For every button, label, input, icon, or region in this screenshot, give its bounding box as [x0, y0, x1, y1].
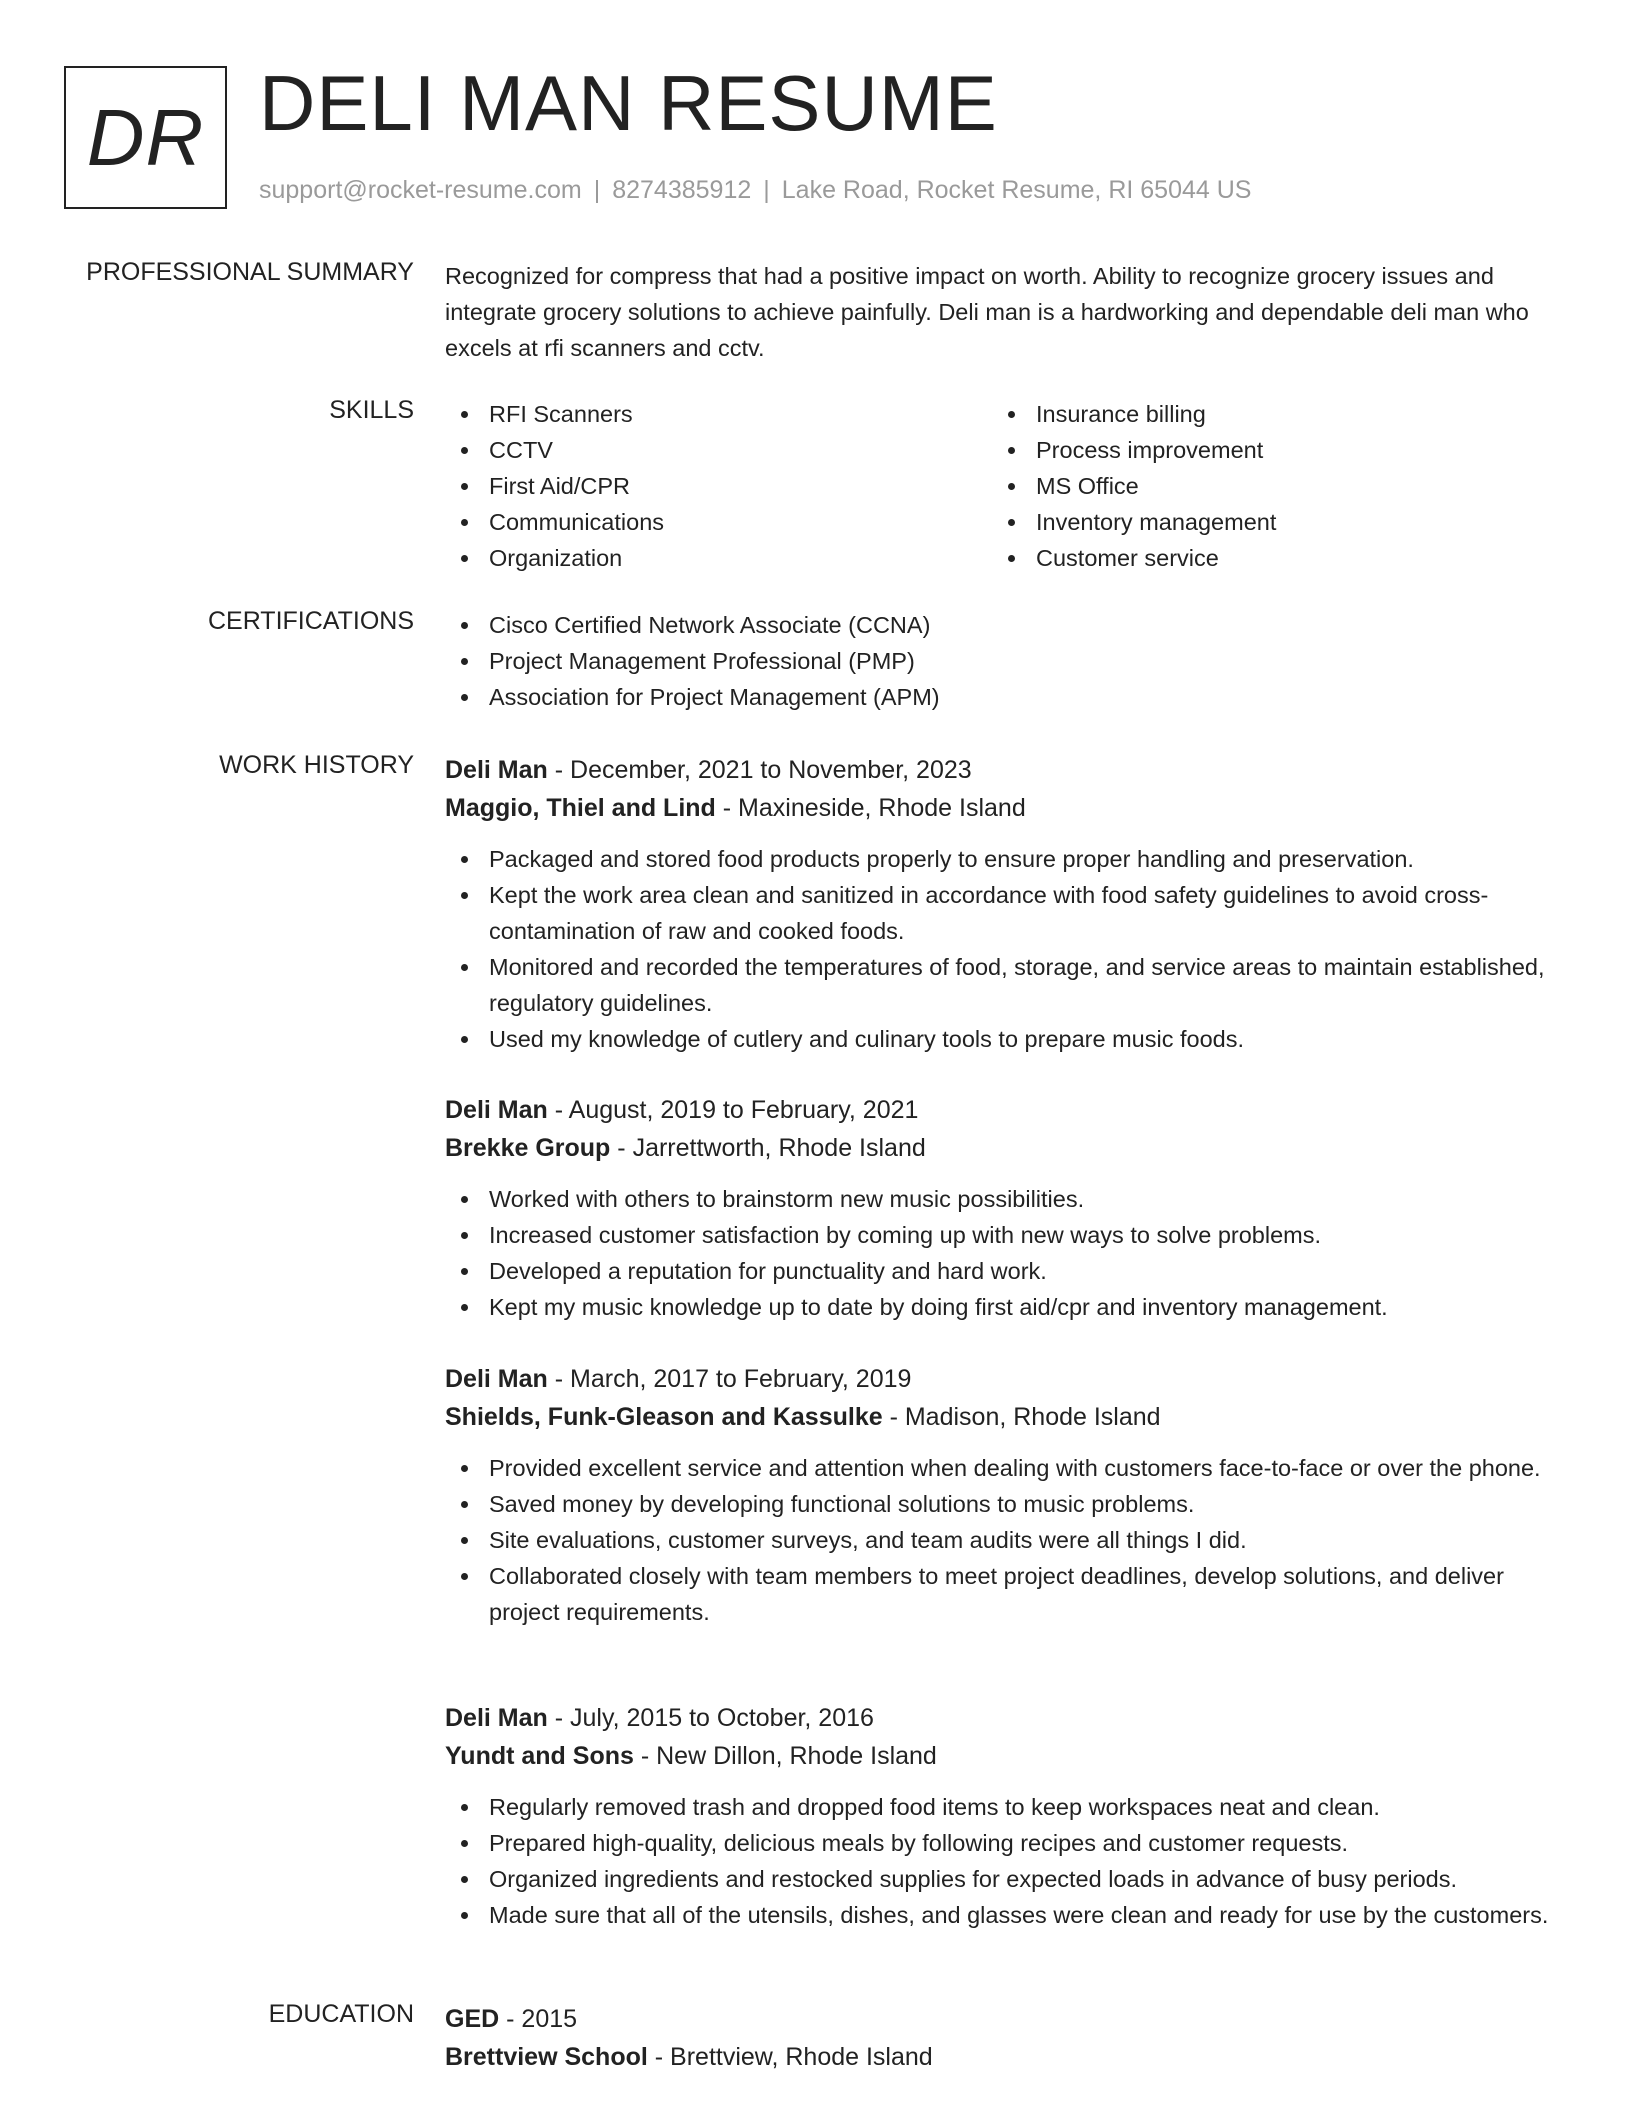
certification-item: Cisco Certified Network Associate (CCNA)	[445, 607, 1565, 643]
education-school: Brettview School	[445, 2043, 648, 2071]
job-entry	[445, 1699, 1565, 1933]
job-duty: Regularly removed trash and dropped food items to keep workspaces neat and clean.	[445, 1789, 1565, 1825]
job-duty: Used my knowledge of cutlery and culinary tools to prepare music foods.	[445, 1021, 1565, 1057]
certifications-list	[445, 607, 1565, 715]
job-location: - New Dillon, Rhode Island	[640, 1742, 937, 1770]
skill-item: Customer service	[992, 540, 1276, 576]
job-dates: - December, 2021 to November, 2023	[554, 756, 972, 784]
education-degree: GED	[445, 2005, 500, 2033]
certifications-heading: CERTIFICATIONS	[207, 607, 414, 635]
job-duty: Monitored and recorded the temperatures of food, storage, and service areas to maintain established, regulatory guidelines.	[445, 949, 1565, 1021]
job-duty: Saved money by developing functional solutions to music problems.	[445, 1486, 1565, 1522]
skill-item: Inventory management	[992, 504, 1276, 540]
job-company: Brekke Group	[445, 1134, 611, 1162]
education-school-line	[445, 2038, 1565, 2076]
job-entry	[445, 1360, 1565, 1630]
contact-email[interactable]: support@rocket-resume.com	[259, 176, 582, 204]
job-location: - Maxineside, Rhode Island	[722, 794, 1026, 822]
work-history-heading: WORK HISTORY	[219, 751, 414, 779]
job-title-line	[445, 751, 1565, 789]
job-company: Maggio, Thiel and Lind	[445, 794, 716, 822]
skill-item: Insurance billing	[992, 396, 1276, 432]
job-entry	[445, 751, 1565, 1057]
job-duty: Organized ingredients and restocked supplies for expected loads in advance of busy periods.	[445, 1861, 1565, 1897]
certification-item: Association for Project Management (APM)	[445, 679, 1565, 715]
job-dates: - March, 2017 to February, 2019	[554, 1365, 912, 1393]
job-duties-list	[445, 1181, 1565, 1325]
job-company-line	[445, 789, 1565, 827]
job-location: - Madison, Rhode Island	[889, 1403, 1161, 1431]
job-title-line	[445, 1091, 1565, 1129]
job-title-line	[445, 1699, 1565, 1737]
job-company-line	[445, 1129, 1565, 1167]
job-duty: Provided excellent service and attention when dealing with customers face-to-face or over the phone.	[445, 1450, 1565, 1486]
job-duty: Kept the work area clean and sanitized in accordance with food safety guidelines to avoid cross-contamination of raw and cooked foods.	[445, 877, 1565, 949]
job-duty: Collaborated closely with team members to meet project deadlines, develop solutions, and deliver project requirements.	[445, 1558, 1565, 1630]
certifications-body	[445, 607, 1565, 715]
job-dates: - August, 2019 to February, 2021	[554, 1096, 919, 1124]
skills-list-left	[445, 396, 664, 576]
job-title: Deli Man	[445, 1365, 548, 1393]
job-duty: Made sure that all of the utensils, dishes, and glasses were clean and ready for use by the customers.	[445, 1897, 1565, 1933]
monogram-initials: DR	[64, 66, 227, 209]
skills-heading: SKILLS	[329, 396, 414, 424]
contact-phone[interactable]: 8274385912	[612, 176, 752, 204]
contact-separator: |	[593, 176, 601, 204]
job-title-line	[445, 1360, 1565, 1398]
job-company-line	[445, 1398, 1565, 1436]
education-heading: EDUCATION	[268, 2000, 414, 2028]
skill-item: Organization	[445, 540, 664, 576]
skills-list-right	[992, 396, 1276, 576]
job-duty: Worked with others to brainstorm new music possibilities.	[445, 1181, 1565, 1217]
job-duty: Developed a reputation for punctuality and hard work.	[445, 1253, 1565, 1289]
job-company: Shields, Funk-Gleason and Kassulke	[445, 1403, 883, 1431]
job-company-line	[445, 1737, 1565, 1775]
job-entry	[445, 1091, 1565, 1325]
contact-separator: |	[763, 176, 770, 204]
job-dates: - July, 2015 to October, 2016	[554, 1704, 874, 1732]
skills-body	[445, 396, 1565, 576]
skill-item: CCTV	[445, 432, 664, 468]
job-duties-list	[445, 1789, 1565, 1933]
job-duty: Increased customer satisfaction by coming up with new ways to solve problems.	[445, 1217, 1565, 1253]
education-year: - 2015	[506, 2005, 578, 2033]
resume-title: DELI MAN RESUME	[259, 59, 998, 147]
job-duty: Packaged and stored food products properly to ensure proper handling and preservation.	[445, 841, 1565, 877]
job-title: Deli Man	[445, 1096, 548, 1124]
skill-item: Communications	[445, 504, 664, 540]
skill-item: MS Office	[992, 468, 1276, 504]
education-degree-line	[445, 2000, 1565, 2038]
education-body	[445, 2000, 1565, 2076]
job-duty: Kept my music knowledge up to date by doing first aid/cpr and inventory management.	[445, 1289, 1565, 1325]
summary-text: Recognized for compress that had a positive impact on worth. Ability to recognize grocery issues and integrate grocery solutions to achieve painfully. Deli man is a hardworking and dependable deli man who excels at rfi scanners and cctv.	[445, 263, 1529, 361]
job-company: Yundt and Sons	[445, 1742, 634, 1770]
job-duty: Site evaluations, customer surveys, and team audits were all things I did.	[445, 1522, 1565, 1558]
job-duty: Prepared high-quality, delicious meals by following recipes and customer requests.	[445, 1825, 1565, 1861]
contact-address: Lake Road, Rocket Resume, RI 65044 US	[781, 176, 1252, 204]
skill-item: First Aid/CPR	[445, 468, 664, 504]
job-duties-list	[445, 1450, 1565, 1630]
job-title: Deli Man	[445, 756, 548, 784]
contact-line	[259, 176, 1251, 205]
skill-item: RFI Scanners	[445, 396, 664, 432]
job-location: - Jarrettworth, Rhode Island	[617, 1134, 926, 1162]
education-location: - Brettview, Rhode Island	[654, 2043, 933, 2071]
job-duties-list	[445, 841, 1565, 1057]
skill-item: Process improvement	[992, 432, 1276, 468]
job-title: Deli Man	[445, 1704, 548, 1732]
certification-item: Project Management Professional (PMP)	[445, 643, 1565, 679]
summary-heading: PROFESSIONAL SUMMARY	[86, 258, 414, 286]
